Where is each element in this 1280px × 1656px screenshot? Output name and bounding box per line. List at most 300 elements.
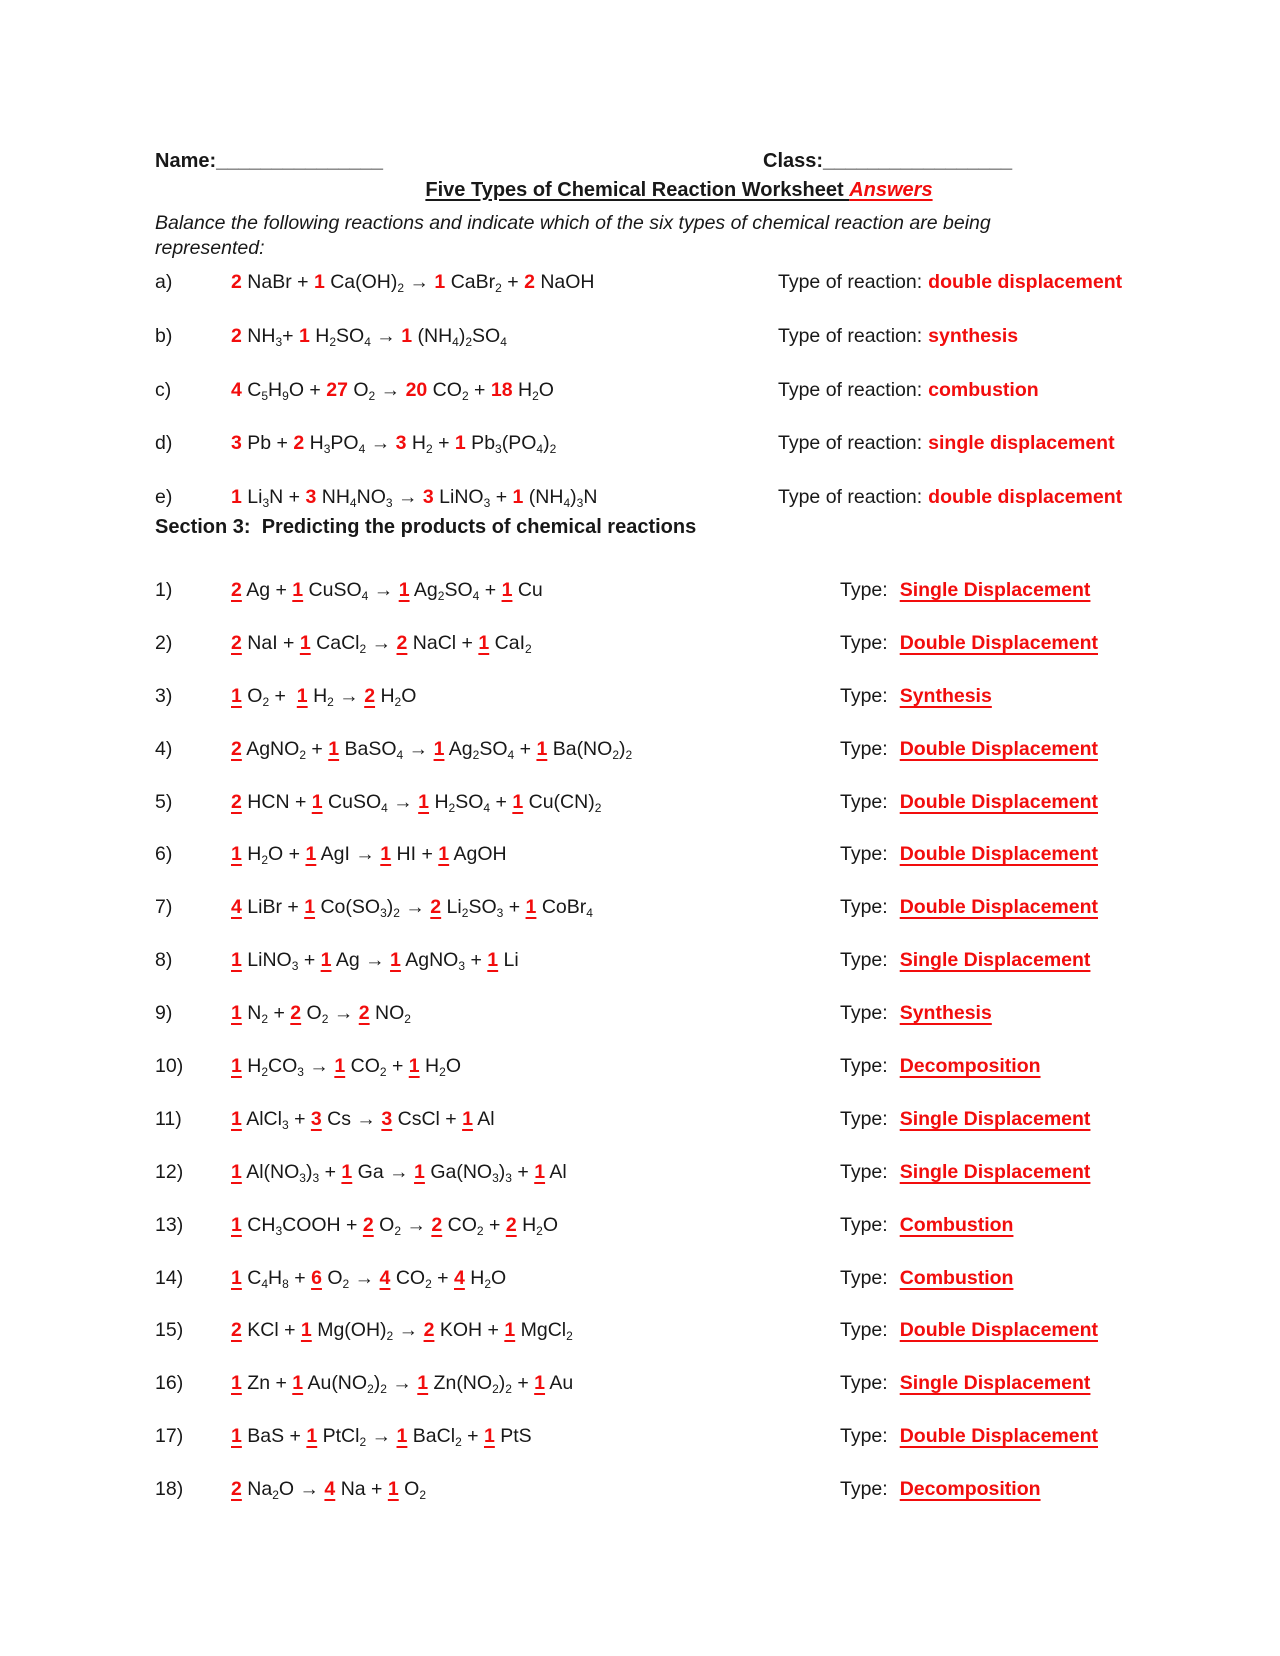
reaction-row <box>155 325 1280 379</box>
type-label: Type of reaction: <box>778 378 923 401</box>
subscript: 3 <box>483 496 491 510</box>
coefficient: 1 <box>341 1160 353 1183</box>
reaction-equation: 2 $NH_3+ 1$ $H_2SO_4 \to 1$ $(NH_4)_2SO_4$ <box>231 324 507 349</box>
coefficient: 1 <box>231 1213 242 1236</box>
reaction-item-id: 7) <box>155 896 173 919</box>
coefficient: 1 <box>534 1372 546 1395</box>
subscript: 4 <box>358 442 366 457</box>
type-answer: combustion <box>928 378 1039 401</box>
coefficient: 2 <box>231 1319 242 1342</box>
reaction-item-id: a) <box>155 271 173 293</box>
subscript: 3 <box>299 1170 306 1185</box>
reaction-type-cell <box>840 1267 1013 1290</box>
coefficient: 1 <box>512 790 524 813</box>
subscript: 3 <box>495 442 502 457</box>
type-label: Type of reaction: <box>778 271 923 293</box>
arrow-icon: → <box>333 1002 354 1025</box>
subscript: 4 <box>586 906 593 921</box>
type-answer: Combustion <box>899 1266 1014 1289</box>
reaction-type-cell <box>840 1425 1098 1448</box>
subscript: 2 <box>394 694 402 709</box>
coefficient: 1 <box>398 579 410 601</box>
subscript: 4 <box>507 747 515 762</box>
coefficient: 1 <box>504 1319 516 1342</box>
type-label: Type: <box>840 1319 888 1342</box>
type-label: Type: <box>840 1213 888 1236</box>
coefficient: 3 <box>395 432 407 455</box>
reaction-item-id: c) <box>155 378 172 401</box>
subscript: 2 <box>404 1012 411 1027</box>
type-answer: Double Displacement <box>899 896 1098 919</box>
reaction-type-cell <box>840 1002 992 1025</box>
reaction-equation: 4 LiBr + 1 $Co(SO_3)_2 \to 2$ $Li_2SO_3 + 1$ CoBr$_4$ <box>231 896 593 921</box>
reaction-item-id: 3) <box>155 684 173 707</box>
name-label: Name: <box>155 150 217 172</box>
subscript: 2 <box>425 1276 432 1291</box>
type-answer: Single Displacement <box>899 1372 1091 1395</box>
reaction-equation: 1 $Al(NO_3)_3 + 1$ Ga → 1 $Ga(NO_3)_3 + 1$ Al <box>231 1160 567 1185</box>
arrow-icon: → <box>376 324 396 347</box>
subscript: 4 <box>361 589 369 603</box>
arrow-icon: → <box>397 486 418 508</box>
coefficient: 1 <box>454 432 466 455</box>
subscript: 2 <box>419 1488 426 1503</box>
arrow-icon: → <box>380 378 401 401</box>
reaction-row <box>155 271 1280 325</box>
subscript: 4 <box>261 1276 269 1291</box>
subscript: 4 <box>536 442 544 457</box>
reaction-type-cell <box>840 579 1090 602</box>
reaction-equation: 2 HCN + 1 CuSO$_4$ → 1 $H_2SO_4 + 1$ $Cu(CN)_2$ <box>231 790 602 815</box>
subscript: 2 <box>261 1012 269 1027</box>
reaction-type-cell <box>840 1214 1013 1237</box>
page-header <box>155 150 1220 173</box>
arrow-icon: → <box>398 1319 419 1342</box>
coefficient: 3 <box>231 432 242 455</box>
coefficient: 1 <box>231 1002 242 1025</box>
type-label: Type: <box>840 1160 888 1183</box>
subscript: 2 <box>549 442 557 457</box>
subscript: 8 <box>282 1276 289 1291</box>
coefficient: 4 <box>231 896 242 919</box>
reaction-row <box>155 432 1280 486</box>
coefficient: 1 <box>462 1107 473 1130</box>
reaction-equation: 2 $Na_2O \to 4$ Na + 1 $O_2$ <box>231 1478 426 1503</box>
coefficient: 1 <box>311 790 323 813</box>
reaction-item-id: 13) <box>155 1213 184 1236</box>
coefficient: 2 <box>290 1002 302 1025</box>
type-answer: Double Displacement <box>899 737 1098 760</box>
type-answer: Double Displacement <box>899 843 1098 866</box>
type-answer: Single Displacement <box>899 1107 1091 1130</box>
reaction-row <box>155 1214 1280 1267</box>
subscript: 3 <box>281 1117 289 1132</box>
reaction-equation: 1 BaS + 1 PtCl$_2$ → 1 BaCl$_2$ + 1 PtS <box>231 1425 532 1450</box>
type-label: Type: <box>840 1478 888 1501</box>
subscript: 2 <box>327 694 334 709</box>
coefficient: 2 <box>505 1213 517 1236</box>
subscript: 2 <box>465 334 473 349</box>
coefficient: 1 <box>478 631 490 654</box>
coefficient: 2 <box>231 271 242 293</box>
reaction-type-cell <box>840 685 992 708</box>
subscript: 4 <box>500 334 507 349</box>
reaction-row <box>155 1055 1280 1108</box>
subscript: 3 <box>505 1170 512 1185</box>
arrow-icon: → <box>370 432 391 455</box>
coefficient: 2 <box>430 896 442 919</box>
coefficient: 2 <box>231 737 242 760</box>
subscript: 2 <box>359 1435 367 1450</box>
subscript: 2 <box>368 388 376 403</box>
subscript: 4 <box>364 334 371 349</box>
page-title-answers: Answers <box>849 179 933 201</box>
coefficient: 1 <box>512 486 524 508</box>
reaction-row <box>155 579 1280 632</box>
subscript: 2 <box>272 1488 279 1503</box>
coefficient: 1 <box>387 1478 399 1501</box>
arrow-icon: → <box>299 1478 319 1501</box>
coefficient: 2 <box>231 631 242 654</box>
class-blank-line: _________________ <box>823 150 1013 172</box>
subscript: 2 <box>495 281 502 295</box>
reaction-row <box>155 896 1280 949</box>
coefficient: 4 <box>324 1478 336 1501</box>
type-label: Type: <box>840 631 888 654</box>
type-answer: double displacement <box>928 486 1123 508</box>
coefficient: 2 <box>358 1002 370 1025</box>
reaction-item-id: 17) <box>155 1425 184 1448</box>
reaction-row <box>155 1267 1280 1320</box>
reaction-item-id: 10) <box>155 1055 184 1078</box>
subscript: 3 <box>458 959 466 974</box>
coefficient: 3 <box>305 486 317 508</box>
type-answer: Single Displacement <box>899 949 1091 972</box>
coefficient: 1 <box>334 1055 346 1078</box>
coefficient: 18 <box>490 378 513 401</box>
subscript: 2 <box>359 641 367 656</box>
arrow-icon: → <box>373 579 394 601</box>
coefficient: 1 <box>292 579 304 601</box>
subscript: 2 <box>455 1435 462 1450</box>
type-label: Type: <box>840 1372 888 1395</box>
subscript: 4 <box>483 800 491 815</box>
type-answer: Double Displacement <box>899 790 1098 813</box>
coefficient: 1 <box>396 1425 408 1448</box>
reaction-item-id: 18) <box>155 1478 184 1501</box>
subscript: 2 <box>448 800 456 815</box>
subscript: 5 <box>261 388 269 403</box>
reaction-row <box>155 632 1280 685</box>
reaction-row <box>155 1372 1280 1425</box>
subscript: 2 <box>261 853 269 868</box>
coefficient: 6 <box>311 1266 322 1289</box>
reaction-row <box>155 1002 1280 1055</box>
subscript: 2 <box>321 1012 329 1027</box>
reaction-item-id: 9) <box>155 1002 173 1025</box>
coefficient: 1 <box>483 1425 495 1448</box>
reaction-row <box>155 791 1280 844</box>
subscript: 2 <box>262 694 270 709</box>
type-label: Type: <box>840 1425 888 1448</box>
reaction-equation: 4 $C_5H_9O + 27$ $O_2 \to 20$ $CO_2 + 18$ $H_2O$ <box>231 378 554 403</box>
reaction-type-cell <box>840 1319 1098 1342</box>
section3-heading: Section 3: Predicting the products of chemical reactions <box>155 516 697 538</box>
subscript: 3 <box>297 1065 304 1080</box>
reaction-equation: 1 $Li_3N + 3$ $NH_4NO_3 \to 3$ LiNO$_3$ + 1 $(NH_4)_3N$ <box>231 486 598 510</box>
reaction-item-id: 14) <box>155 1266 184 1289</box>
type-label: Type: <box>840 579 888 601</box>
coefficient: 1 <box>417 1372 429 1395</box>
type-answer: Double Displacement <box>899 1319 1098 1342</box>
subscript: 2 <box>439 1065 446 1080</box>
reaction-item-id: 2) <box>155 631 173 654</box>
coefficient: 1 <box>231 1266 242 1289</box>
subscript: 2 <box>612 747 619 762</box>
type-answer: Combustion <box>899 1213 1014 1236</box>
reaction-equation: 1 Zn + 1 $Au(NO_2)_2 \to 1$ $Zn(NO_2)_2 + 1$ Au <box>231 1372 574 1397</box>
subscript: 2 <box>379 1065 387 1080</box>
coefficient: 1 <box>299 631 311 654</box>
subscript: 3 <box>275 334 283 349</box>
reaction-item-id: 4) <box>155 737 173 760</box>
coefficient: 3 <box>381 1107 393 1130</box>
type-answer: Single Displacement <box>899 579 1091 601</box>
subscript: 2 <box>380 1382 387 1397</box>
reaction-equation: 2 NaBr + 1 $Ca(OH)_2 \to 1$ CaBr$_2$ + 2 NaOH <box>231 271 595 295</box>
subscript: 2 <box>342 1276 350 1291</box>
reaction-equation: 1 AlCl$_3$ + 3 Cs → 3 CsCl + 1 Al <box>231 1107 495 1132</box>
subscript: 2 <box>393 906 400 921</box>
reaction-item-id: 11) <box>155 1107 182 1130</box>
coefficient: 1 <box>231 1055 242 1078</box>
reaction-item-id: 12) <box>155 1160 184 1183</box>
type-answer: synthesis <box>928 324 1019 347</box>
subscript: 9 <box>282 388 289 403</box>
subscript: 2 <box>594 800 602 815</box>
arrow-icon: → <box>405 896 425 919</box>
subscript: 4 <box>563 496 571 510</box>
type-label: Type of reaction: <box>778 324 923 347</box>
coefficient: 4 <box>379 1266 391 1289</box>
reaction-type-cell <box>840 949 1090 972</box>
reaction-equation: 1 $N_2 + 2$ $O_2 \to 2$ $NO_2$ <box>231 1002 411 1027</box>
type-label: Type: <box>840 1055 888 1078</box>
subscript: 2 <box>367 1382 374 1397</box>
arrow-icon: → <box>406 1213 426 1236</box>
subscript: 2 <box>394 1223 402 1238</box>
coefficient: 1 <box>501 579 513 601</box>
subscript: 2 <box>566 1329 573 1344</box>
subscript: 3 <box>275 1223 283 1238</box>
subscript: 2 <box>492 1382 499 1397</box>
reaction-item-id: 6) <box>155 843 173 866</box>
coefficient: 1 <box>231 486 242 508</box>
coefficient: 1 <box>300 1319 312 1342</box>
subscript: 2 <box>532 388 539 403</box>
coefficient: 1 <box>231 1107 242 1130</box>
arrow-icon: → <box>309 1055 329 1078</box>
type-label: Type: <box>840 1266 888 1289</box>
type-label: Type: <box>840 843 888 866</box>
coefficient: 1 <box>304 896 316 919</box>
reaction-equation: 1 $H_2O + 1$ AgI → 1 HI + 1 AgOH <box>231 843 507 868</box>
reaction-equation: 1 $O_2 + 1$ $H_2 \to 2$ $H_2O$ <box>231 684 417 709</box>
coefficient: 2 <box>231 1478 242 1501</box>
reaction-equation: 1 $C_4H_8 + 6$ $O_2 \to 4$ $CO_2 + 4$ $H_2O$ <box>231 1266 507 1291</box>
coefficient: 1 <box>487 949 499 972</box>
reaction-equation: 2 NaI + 1 CaCl$_2$ → 2 NaCl + 1 CaI$_2$ <box>231 631 532 656</box>
type-label: Type: <box>840 949 888 972</box>
coefficient: 2 <box>362 1213 374 1236</box>
type-label: Type: <box>840 790 888 813</box>
coefficient: 1 <box>328 737 340 760</box>
reaction-item-id: 8) <box>155 949 173 972</box>
coefficient: 1 <box>536 737 548 760</box>
subscript: 4 <box>349 496 357 510</box>
coefficient: 2 <box>524 271 535 293</box>
coefficient: 1 <box>313 271 325 293</box>
subscript: 2 <box>397 281 405 295</box>
reaction-type-cell <box>840 1055 1041 1078</box>
subscript: 2 <box>386 1329 394 1344</box>
class-block <box>763 150 1012 173</box>
coefficient: 1 <box>390 949 401 972</box>
title-row <box>155 179 1203 202</box>
type-label: Type: <box>840 684 888 707</box>
coefficient: 4 <box>454 1266 465 1289</box>
reaction-type-cell <box>778 271 1122 294</box>
subscript: 2 <box>472 747 480 762</box>
coefficient: 1 <box>298 324 310 347</box>
type-answer: Decomposition <box>899 1478 1041 1501</box>
subscript: 3 <box>576 496 584 510</box>
type-answer: Decomposition <box>899 1055 1041 1078</box>
reaction-type-cell <box>840 1161 1090 1184</box>
type-answer: double displacement <box>928 271 1123 293</box>
subscript: 2 <box>505 1382 512 1397</box>
subscript: 2 <box>329 334 336 349</box>
type-answer: Synthesis <box>899 1002 992 1025</box>
subscript: 3 <box>385 496 393 510</box>
arrow-icon: → <box>365 949 385 972</box>
coefficient: 1 <box>418 790 430 813</box>
type-answer: single displacement <box>928 432 1115 455</box>
coefficient: 1 <box>525 896 537 919</box>
coefficient: 20 <box>405 378 428 401</box>
reaction-item-id: 1) <box>155 579 173 601</box>
type-label: Type: <box>840 737 888 760</box>
arrow-icon: → <box>339 684 359 707</box>
coefficient: 1 <box>305 843 317 866</box>
subscript: 2 <box>536 1223 543 1238</box>
reaction-type-cell <box>840 1372 1090 1395</box>
reaction-row <box>155 685 1280 738</box>
subscript: 2 <box>425 442 433 457</box>
coefficient: 3 <box>310 1107 322 1130</box>
subscript: 3 <box>492 1170 499 1185</box>
coefficient: 1 <box>408 1055 420 1078</box>
subscript: 3 <box>262 496 270 510</box>
coefficient: 3 <box>422 486 434 508</box>
coefficient: 1 <box>292 1372 304 1395</box>
reaction-row <box>155 1425 1280 1478</box>
coefficient: 1 <box>534 1160 546 1183</box>
arrow-icon: → <box>409 271 429 293</box>
coefficient: 1 <box>231 843 242 866</box>
coefficient: 1 <box>414 1160 425 1183</box>
subscript: 4 <box>381 800 388 815</box>
page-title: Five Types of Chemical Reaction Worksheet <box>425 179 850 201</box>
coefficient: 1 <box>231 1160 242 1183</box>
coefficient: 2 <box>423 1319 435 1342</box>
coefficient: 2 <box>231 324 242 347</box>
reaction-row <box>155 1161 1280 1214</box>
coefficient: 2 <box>231 790 242 813</box>
subscript: 2 <box>299 747 306 762</box>
reaction-type-cell <box>840 896 1098 919</box>
reaction-item-id: 15) <box>155 1319 184 1342</box>
subscript: 4 <box>452 334 459 349</box>
coefficient: 1 <box>231 949 242 972</box>
arrow-icon: → <box>392 1372 412 1395</box>
coefficient: 1 <box>320 949 332 972</box>
section3-list <box>155 579 1280 1531</box>
subscript: 4 <box>396 747 404 762</box>
arrow-icon: → <box>371 1425 392 1448</box>
type-answer: Double Displacement <box>899 1425 1098 1448</box>
reaction-row <box>155 738 1280 791</box>
arrow-icon: → <box>356 1107 376 1130</box>
reaction-item-id: d) <box>155 432 173 455</box>
arrow-icon: → <box>355 843 375 866</box>
coefficient: 2 <box>364 684 376 707</box>
reaction-equation: 1 $CH_3COOH + 2$ $O_2 \to 2$ $CO_2 + 2$ $H_2O$ <box>231 1213 559 1238</box>
reaction-type-cell <box>840 843 1098 866</box>
type-label: Type of reaction: <box>778 432 923 455</box>
type-answer: Double Displacement <box>899 631 1098 654</box>
coefficient: 1 <box>296 684 308 707</box>
coefficient: 2 <box>231 579 242 601</box>
type-label: Type: <box>840 1107 888 1130</box>
subscript: 4 <box>472 589 480 603</box>
coefficient: 1 <box>433 737 445 760</box>
reaction-type-cell <box>778 325 1018 348</box>
reaction-equation: 2 AgNO$_2$ + 1 BaSO$_4$ → 1 $Ag_2SO_4 + 1$ $Ba(NO_2)_2$ <box>231 737 633 762</box>
coefficient: 2 <box>396 631 408 654</box>
coefficient: 1 <box>231 1425 242 1448</box>
coefficient: 1 <box>306 1425 318 1448</box>
subscript: 3 <box>496 906 504 921</box>
subscript: 2 <box>625 747 633 762</box>
type-answer: Synthesis <box>899 684 992 707</box>
coefficient: 27 <box>326 378 348 401</box>
reaction-type-cell <box>840 1478 1041 1501</box>
reaction-type-cell <box>840 738 1098 761</box>
type-label: Type: <box>840 1002 888 1025</box>
subscript: 3 <box>323 442 331 457</box>
arrow-icon: → <box>371 631 392 654</box>
instructions: Balance the following reactions and indicate which of the six types of chemical reaction are being represented: <box>155 212 991 259</box>
reaction-type-cell <box>840 791 1098 814</box>
coefficient: 4 <box>231 378 242 401</box>
subscript: 2 <box>437 589 445 603</box>
subscript: 2 <box>461 388 469 403</box>
reaction-row <box>155 1108 1280 1161</box>
reaction-equation: 2 KCl + 1 $Mg(OH)_2 \to 2$ KOH + 1 MgCl$_2$ <box>231 1319 573 1344</box>
coefficient: 1 <box>438 843 450 866</box>
coefficient: 1 <box>380 843 392 866</box>
